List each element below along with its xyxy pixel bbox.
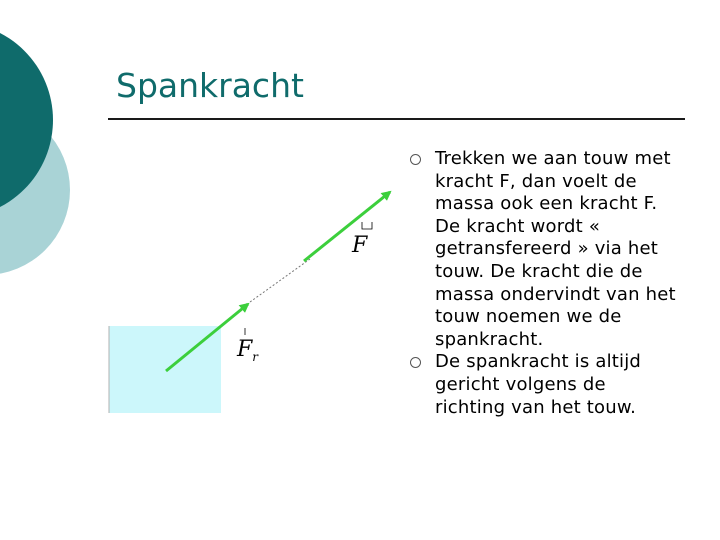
tension-label-subscript: r	[252, 350, 259, 364]
tension-label	[236, 337, 259, 364]
force-vector-mark	[362, 222, 372, 229]
bullet-ring-icon	[410, 357, 421, 368]
rope	[250, 259, 310, 302]
pull-force-arrow	[304, 192, 390, 261]
slide-title: Spankracht	[116, 66, 304, 105]
bullet-item	[408, 148, 678, 351]
force-label: F	[352, 233, 368, 258]
force-diagram	[100, 185, 400, 415]
bullet-text: De spankracht is altijd gericht volgens de richting van het touw.	[435, 351, 642, 418]
tension-label-main: F	[237, 337, 253, 362]
title-divider	[108, 118, 685, 120]
bullet-text: Trekken we aan touw met kracht F, dan voelt de massa ook een kracht F. De kracht wordt « getransfereerd » via het touw. De kracht die de massa ondervindt van het touw noemen we de spankracht.	[435, 148, 676, 350]
bullet-item	[408, 351, 678, 419]
bullet-ring-icon	[410, 154, 421, 165]
bullet-list	[408, 148, 678, 419]
